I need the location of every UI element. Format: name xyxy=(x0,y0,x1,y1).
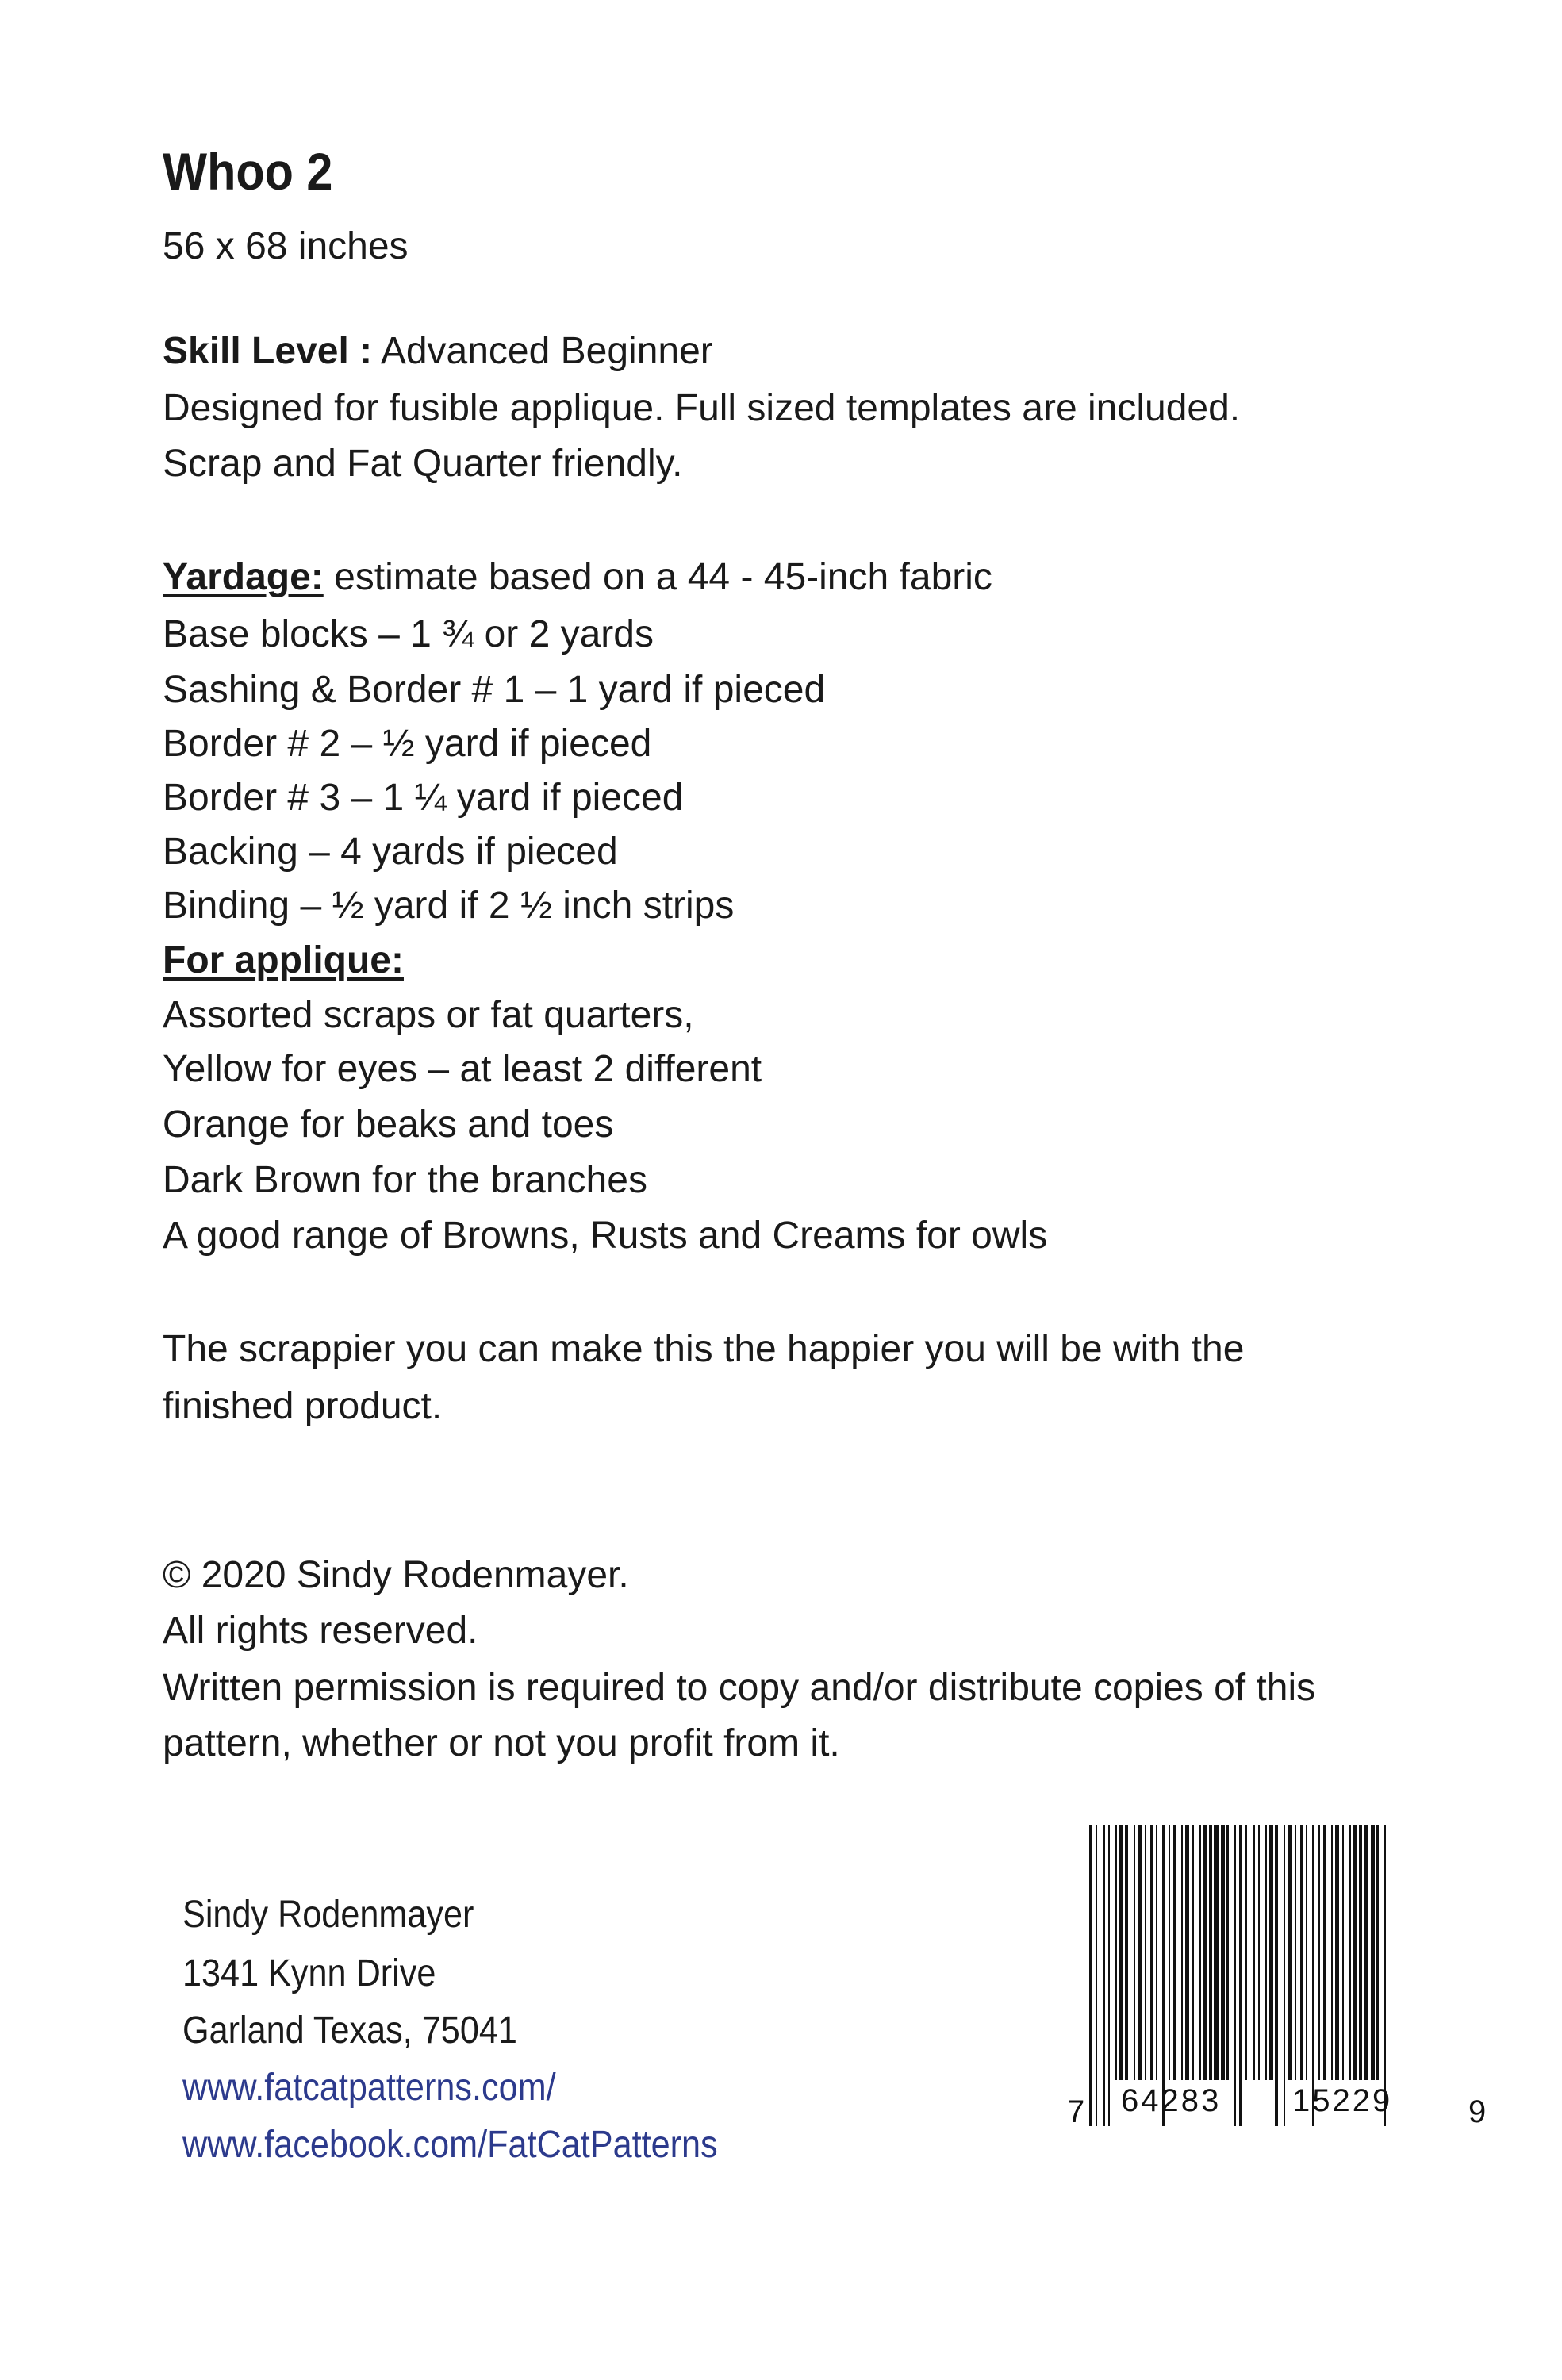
applique-item: Orange for beaks and toes xyxy=(163,1104,614,1146)
barcode-bar xyxy=(1384,1825,1386,2126)
barcode-bar xyxy=(1181,1825,1183,2080)
barcode-bar xyxy=(1258,1825,1260,2080)
barcode-bar xyxy=(1312,1825,1314,2126)
barcode-bar xyxy=(1203,1825,1207,2080)
yardage-heading: Yardage: xyxy=(163,556,324,598)
copyright-line: Written permission is required to copy and/or distribute copies of this xyxy=(163,1667,1316,1709)
copyright-line: All rights reserved. xyxy=(163,1610,478,1652)
barcode-bar xyxy=(1295,1825,1296,2080)
barcode-bar xyxy=(1275,1825,1278,2126)
barcode-bar xyxy=(1145,1825,1146,2080)
barcode-bar xyxy=(1331,1825,1333,2080)
website-link[interactable]: www.fatcatpatterns.com/ xyxy=(182,2067,556,2109)
scrappy-note-line: finished product. xyxy=(163,1385,443,1427)
barcode-bar xyxy=(1342,1825,1344,2080)
applique-item: Assorted scraps or fat quarters, xyxy=(163,994,694,1036)
yardage-item: Base blocks – 1 ¾ or 2 yards xyxy=(163,613,654,655)
applique-heading: For applique: xyxy=(163,939,404,981)
barcode-last-digit: 9 xyxy=(1468,2094,1487,2129)
barcode-bar xyxy=(1221,1825,1225,2080)
yardage-note: estimate based on a 44 - 45-inch fabric xyxy=(323,556,992,598)
barcode-bar xyxy=(1192,1825,1194,2080)
barcode-bar xyxy=(1245,1825,1247,2080)
barcode-bar xyxy=(1364,1825,1368,2080)
barcode-bar xyxy=(1125,1825,1128,2080)
street-address: 1341 Kynn Drive xyxy=(182,1952,436,1994)
barcode-bar xyxy=(1115,1825,1117,2080)
barcode-bar xyxy=(1253,1825,1255,2080)
applique-item: Dark Brown for the branches xyxy=(163,1159,647,1201)
barcode-bar xyxy=(1269,1825,1273,2080)
barcode-first-digit: 7 xyxy=(1067,2094,1085,2129)
barcode-bar xyxy=(1150,1825,1153,2080)
barcode-bar xyxy=(1138,1825,1142,2080)
barcode-bar xyxy=(1353,1825,1357,2080)
copyright-line: pattern, whether or not you profit from it. xyxy=(163,1722,840,1764)
barcode-bar xyxy=(1288,1825,1292,2080)
barcode-bar xyxy=(1234,1825,1236,2126)
yardage-item: Border # 3 – 1 ¼ yard if pieced xyxy=(163,777,684,819)
applique-item: Yellow for eyes – at least 2 different xyxy=(163,1048,762,1090)
barcode-bar xyxy=(1376,1825,1379,2080)
barcode-bar xyxy=(1323,1825,1326,2080)
copyright-line: © 2020 Sindy Rodenmayer. xyxy=(163,1554,629,1596)
barcode-bar xyxy=(1169,1825,1170,2080)
skill-description-line: Designed for fusible applique. Full sized templates are included. xyxy=(163,387,1241,429)
yardage-header xyxy=(163,555,992,599)
barcode-bar xyxy=(1226,1825,1229,2080)
barcode-bar xyxy=(1371,1825,1375,2080)
skill-level xyxy=(163,329,713,373)
barcode-bar xyxy=(1103,1825,1105,2126)
city-state-zip: Garland Texas, 75041 xyxy=(182,2010,517,2052)
barcode-bar xyxy=(1209,1825,1212,2080)
quilt-size: 56 x 68 inches xyxy=(163,225,409,267)
yardage-item: Binding – ½ yard if 2 ½ inch strips xyxy=(163,885,735,927)
yardage-item: Backing – 4 yards if pieced xyxy=(163,831,618,873)
barcode-bar xyxy=(1214,1825,1219,2080)
barcode-bar xyxy=(1306,1825,1307,2080)
barcode-bar xyxy=(1162,1825,1165,2126)
skill-level-value: Advanced Beginner xyxy=(372,330,713,372)
barcode-bar xyxy=(1156,1825,1157,2080)
barcode-left-digits: 64283 xyxy=(1121,2083,1222,2118)
yardage-item: Sashing & Border # 1 – 1 yard if pieced xyxy=(163,669,826,711)
barcode-bar xyxy=(1239,1825,1242,2126)
barcode-bar xyxy=(1185,1825,1189,2080)
pattern-title: Whoo 2 xyxy=(163,142,333,201)
barcode-bar xyxy=(1096,1825,1097,2126)
designer-name: Sindy Rodenmayer xyxy=(182,1894,474,1936)
upc-barcode xyxy=(1067,1825,1487,2150)
applique-item: A good range of Browns, Rusts and Creams for owls xyxy=(163,1215,1048,1257)
barcode-bar xyxy=(1359,1825,1362,2080)
barcode-right-digits: 15229 xyxy=(1292,2083,1393,2118)
barcode-bar xyxy=(1335,1825,1339,2080)
skill-description-line: Scrap and Fat Quarter friendly. xyxy=(163,443,683,485)
barcode-bar xyxy=(1134,1825,1135,2080)
barcode-bar xyxy=(1318,1825,1320,2080)
barcode-bar xyxy=(1199,1825,1201,2080)
barcode-bar xyxy=(1300,1825,1303,2080)
barcode-bar xyxy=(1119,1825,1123,2080)
barcode-bar xyxy=(1349,1825,1351,2080)
facebook-link[interactable]: www.facebook.com/FatCatPatterns xyxy=(182,2124,718,2166)
barcode-bar xyxy=(1108,1825,1110,2126)
barcode-bar xyxy=(1173,1825,1176,2080)
barcode-bar xyxy=(1265,1825,1267,2080)
barcode-bar xyxy=(1089,1825,1092,2126)
barcode-bar xyxy=(1284,1825,1285,2126)
scrappy-note-line: The scrappier you can make this the happier you will be with the xyxy=(163,1328,1245,1370)
yardage-item: Border # 2 – ½ yard if pieced xyxy=(163,723,652,765)
skill-level-label: Skill Level : xyxy=(163,330,373,372)
